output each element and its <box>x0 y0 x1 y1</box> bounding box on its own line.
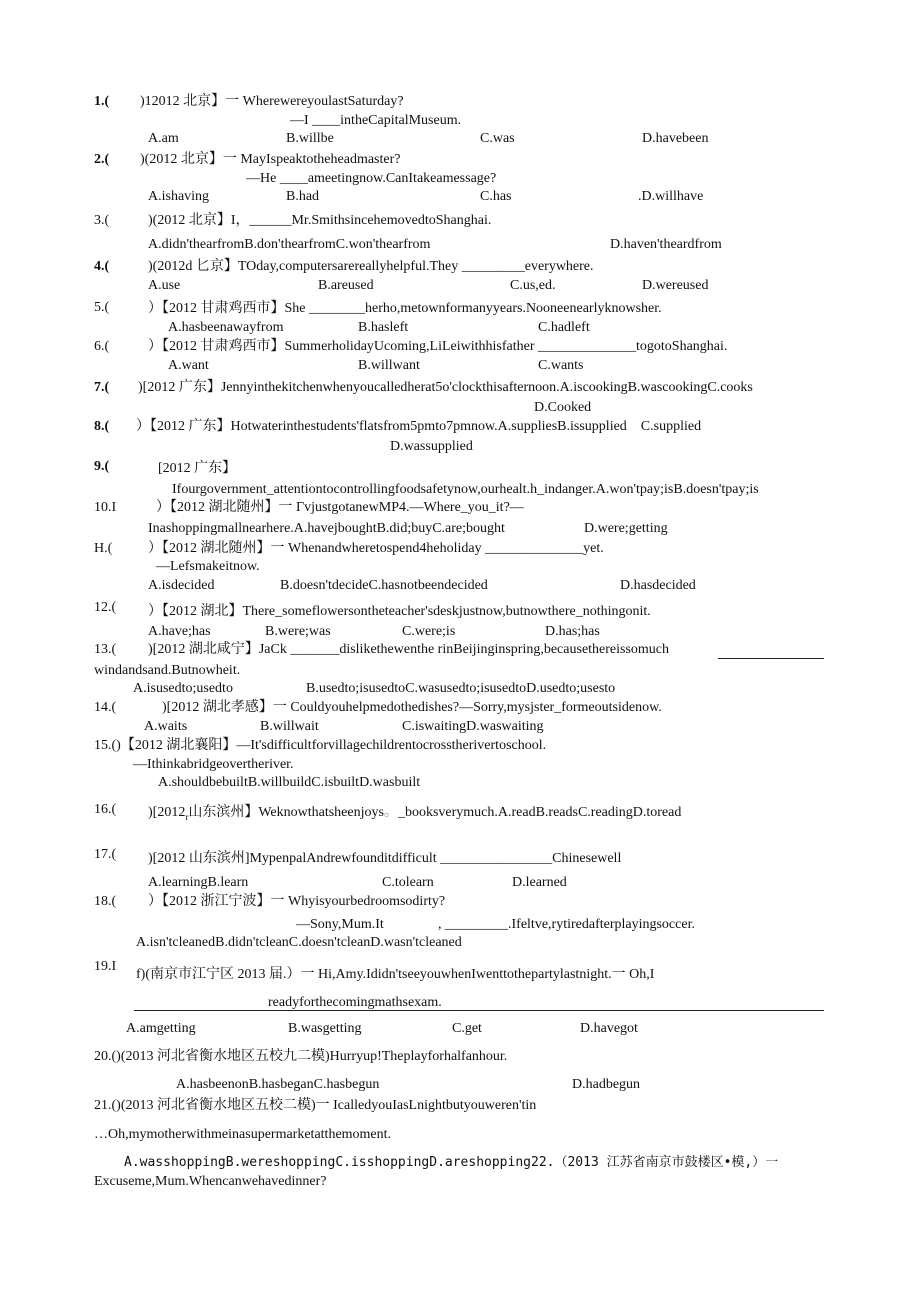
option-b: B.had <box>286 189 320 204</box>
question-stem-line-2: Inashoppingmallnearhere.A.havejboughtB.did;buyC.are;bought <box>148 521 505 536</box>
question-stem: )12012 北京】一 WherewereyoulastSaturday? <box>140 94 404 109</box>
option-d: D.wereused <box>642 278 709 293</box>
option-d: D.were;getting <box>584 521 668 536</box>
option-b: B.willbe <box>286 131 334 146</box>
question-number: 5.( <box>94 300 110 315</box>
option-c: C.were;is <box>402 624 456 639</box>
question-stem: ）【2012 湖北随州】一 ΓvjustgotanewMP4.—Where_you_it?— <box>156 500 524 515</box>
question-number: 13.( <box>94 642 117 657</box>
question-number: 3.( <box>94 213 110 228</box>
question-number: 7.( <box>94 380 110 395</box>
option-d: D.wassupplied <box>390 439 473 454</box>
option-d: D.hadbegun <box>572 1077 641 1092</box>
question-stem: ）【2012 广东】Hotwaterinthestudents'flatsfrom5pmto7pmnow.A.suppliesB.issupplied C.supplied <box>136 419 702 434</box>
question-stem: )[2012 山东滨州]MypenpalAndrewfounditdifficult ________________Chinesewell <box>148 851 622 866</box>
option-b: B.were;was <box>265 624 331 639</box>
option-c: C.us,ed. <box>510 278 556 293</box>
question-number: 8.( <box>94 419 110 434</box>
question-stem-line-2b: , _________.Ifeltve,rytiredafterplayingsoccer. <box>438 917 695 932</box>
question-stem: Ifourgovernment_attentiontocontrollingfoodsafetynow,ourhealt.h_indanger.A.won'tpay;isB.doesn'tpay;is <box>172 482 759 497</box>
option-d: .D.willhave <box>638 189 704 204</box>
question-stem-part: )[2012 <box>148 805 186 820</box>
question-stem: 20.()(2013 河北省衡水地区五校九二模)Hurryup!Theplayforhalfanhour. <box>94 1049 508 1064</box>
question-number: 14.( <box>94 700 117 715</box>
option-d: D.has;has <box>545 624 600 639</box>
option-a: A.want <box>168 358 209 373</box>
question-number: 16.( <box>94 802 117 817</box>
question-stem: ）【2012 浙江宁波】一 Whyisyourbedroomsodirty? <box>148 894 446 909</box>
question-stem-line-2: —Ithinkabridgeovertheriver. <box>133 757 294 772</box>
question-number: 12.( <box>94 600 117 615</box>
options-bc: B.doesn'tdecideC.hasnotbeendecided <box>280 578 488 593</box>
question-stem: )[2012 广东】Jennyinthekitchenwhenyoucalledherat5o'clockthisafternoon.A.iscookingB.wascookingC.cooks <box>138 380 753 395</box>
question-number: 10.I <box>94 500 117 515</box>
option-a: A.isusedto;usedto <box>133 681 233 696</box>
question-stem: 15.()【2012 湖北襄阳】—It'sdifficultforvillagechildrentocrosstherivertoschool. <box>94 738 547 753</box>
question-stem: 21.()(2013 河北省衡水地区五校二模)一 IcalledyouIasLnightbutyouweren'tin <box>94 1098 537 1113</box>
question-stem: )[2012 湖北孝感】一 Couldyouhelpmedothedishes?—Sorry,mysjster_formeoutsidenow. <box>162 700 662 715</box>
option-d: D.havegot <box>580 1021 638 1036</box>
options: A.isn'tcleanedB.didn'tcleanC.doesn'tcleanD.wasn'tcleaned <box>136 935 462 950</box>
option-d: D.havebeen <box>642 131 709 146</box>
option-a: A.isdecided <box>148 578 215 593</box>
options-cd: C.iswaitingD.waswaiting <box>402 719 544 734</box>
options-bcd: B.usedto;isusedtoC.wasusedto;isusedtoD.usedto;usesto <box>306 681 616 696</box>
option-b: B.wasgetting <box>288 1021 362 1036</box>
question-stem: ）【2012 湖北随州】一 Whenandwheretospend4heholiday ______________yet. <box>148 541 604 556</box>
options-abc: A.hasbeenonB.hasbeganC.hasbegun <box>176 1077 380 1092</box>
option-c: C.wants <box>538 358 584 373</box>
question-stem-part: 山东滨州】Weknowthatsheenjoys <box>188 805 384 820</box>
options: A.shouldbebuiltB.willbuildC.isbuiltD.wasbuilt <box>158 775 421 790</box>
question-stem: )(2012 北京】I，______Mr.SmithsincehemovedtoShanghai. <box>148 213 492 228</box>
question-source-tag: [2012 广东】 <box>158 461 237 476</box>
question-number: 4.( <box>94 259 110 274</box>
option-b: B.hasleft <box>358 320 409 335</box>
question-stem-part: _booksverymuch.A.readB.readsC.readingD.toread <box>397 805 682 820</box>
option-c: C.tolearn <box>382 875 434 890</box>
options-and-next-question: A.wasshoppingB.wereshoppingC.isshoppingD.areshopping22.（2013 江苏省南京市鼓楼区•模,）一 <box>124 1155 779 1170</box>
option-c: C.has <box>480 189 512 204</box>
question-number: H.( <box>94 541 113 556</box>
question-stem <box>148 804 681 826</box>
question-stem-line-2: …Oh,mymotherwithmeinasupermarketatthemoment. <box>94 1127 392 1142</box>
option-a: A.ishaving <box>148 189 210 204</box>
question-stem-line-2: —Lefsmakeitnow. <box>156 559 260 574</box>
question-stem-line-2: —I ____intheCapitalMuseum. <box>290 113 462 128</box>
answer-underline <box>718 658 824 659</box>
question-stem-line-2: —Sony,Mum.It <box>296 917 384 932</box>
question-stem: ）【2012 湖北】There_someflowersontheteacher'sdeskjustnow,butnowthere_nothingonit. <box>148 604 651 619</box>
options-ab: A.learningB.learn <box>148 875 249 890</box>
option-b: B.areused <box>318 278 374 293</box>
question-stem: )[2012 湖北咸宁】JaCk _______dislikethewenthe rinBeijinginspring,becausethereissomuch <box>148 642 670 657</box>
option-c: C.hadleft <box>538 320 590 335</box>
option-a: A.hasbeenawayfrom <box>168 320 284 335</box>
option-b: B.willwant <box>358 358 420 373</box>
question-stem: ）【2012 甘肃鸡西市】She ________herho,metownformanyyears.Nooneenearlyknowsher. <box>148 301 662 316</box>
option-c: C.get <box>452 1021 482 1036</box>
option-d: D.haven'theardfrom <box>610 237 722 252</box>
question-stem: ）【2012 甘肃鸡西市】SummerholidayUcoming,LiLeiwithhisfather ______________togotoShanghai. <box>148 339 728 354</box>
option-d: D.learned <box>512 875 567 890</box>
question-number: 2.( <box>94 152 110 167</box>
option-a: A.have;has <box>148 624 211 639</box>
question-stem: )(2012d 匕京】TOday,computersarereallyhelpful.They _________everywhere. <box>148 259 594 274</box>
question-number: 9.( <box>94 459 110 474</box>
question-stem-line-2: Excuseme,Mum.Whencanwehavedinner? <box>94 1174 327 1189</box>
question-stem-line-2: readyforthecomingmathsexam. <box>268 995 442 1010</box>
question-stem-sub: r <box>185 811 189 822</box>
question-stem-line-2: —He ____ameetingnow.CanItakeamessage? <box>246 171 497 186</box>
option-c: C.was <box>480 131 515 146</box>
answer-underline <box>134 1010 824 1011</box>
option-a: A.amgetting <box>126 1021 196 1036</box>
question-stem: )(2012 北京】一 MayIspeaktotheheadmaster? <box>140 152 401 167</box>
question-stem-mark: 。 <box>383 805 398 820</box>
question-stem: f)(南京市江宁区 2013 届.）一 Hi,Amy.Ididn'tseeyouwhenIwenttothepartylastnight.一 Oh,I <box>136 967 655 982</box>
options-abc: A.didn'thearfromB.don'thearfromC.won'thearfrom <box>148 237 431 252</box>
option-a: A.am <box>148 131 179 146</box>
option-d: D.hasdecided <box>620 578 696 593</box>
option-d: D.Cooked <box>534 400 592 415</box>
question-number: 17.( <box>94 847 117 862</box>
option-b: B.willwait <box>260 719 319 734</box>
question-number: 19.I <box>94 959 117 974</box>
option-a: A.waits <box>144 719 188 734</box>
question-number: 6.( <box>94 339 110 354</box>
option-a: A.use <box>148 278 181 293</box>
question-number: 1.( <box>94 94 110 109</box>
question-stem-line-2: windandsand.Butnowheit. <box>94 663 241 678</box>
question-number: 18.( <box>94 894 117 909</box>
